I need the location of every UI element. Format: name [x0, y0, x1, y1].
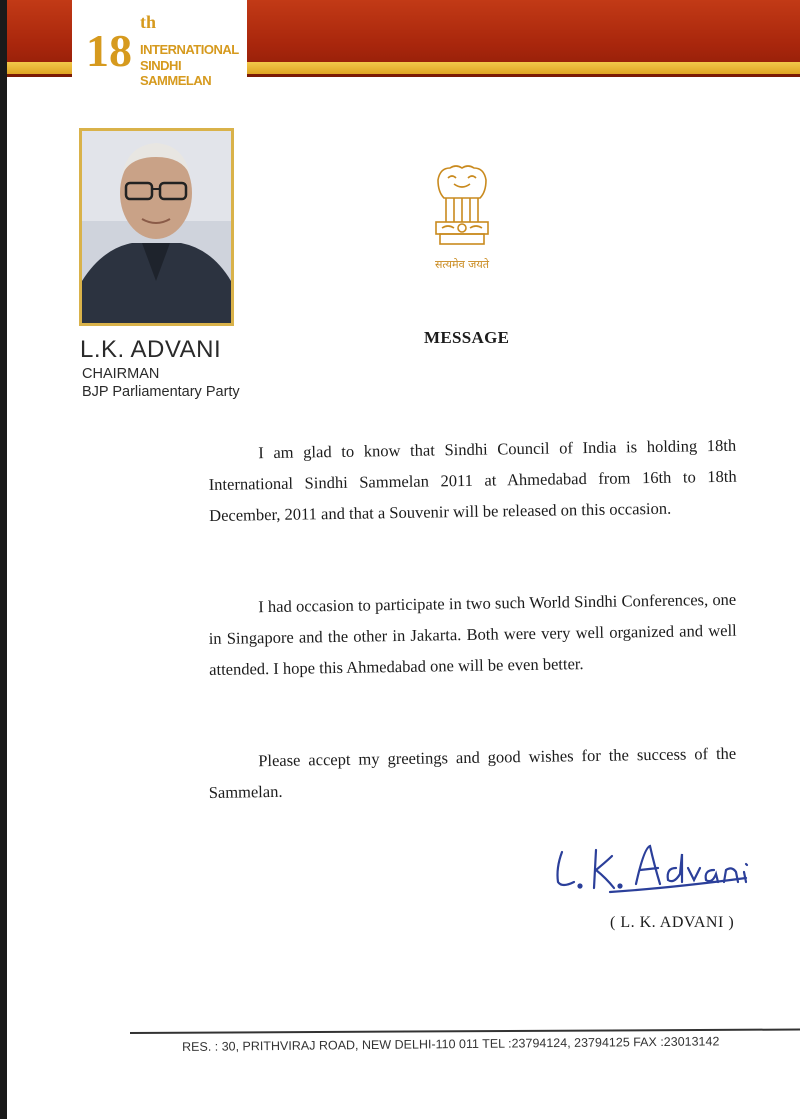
paragraph-3-text: Please accept my greetings and good wishes for the success of the Sammelan. — [208, 743, 737, 802]
logo-line-2: SINDHI SAMMELAN — [140, 58, 212, 88]
logo-suffix: th — [140, 12, 157, 32]
portrait-photo — [79, 128, 234, 326]
message-paragraph-1 — [208, 430, 737, 531]
profile-name: L.K. ADVANI — [80, 336, 222, 363]
message-paragraph-2 — [208, 584, 737, 685]
signatory-name: ( L. K. ADVANI ) — [610, 914, 735, 931]
footer-address: RES. : 30, PRITHVIRAJ ROAD, NEW DELHI-110 011 TEL :23794124, 23794125 FAX :23013142 — [182, 1034, 720, 1054]
footer-divider — [130, 1028, 800, 1034]
paragraph-1-text: I am glad to know that Sindhi Council of India is holding 18th International Sindhi Sammelan 2011 at Ahmedabad from 16th to 18th December, 2011 and that a Souvenir will be released on this occasion. — [208, 435, 737, 525]
page-spine — [0, 0, 7, 1119]
signature-icon — [550, 838, 760, 898]
message-paragraph-3 — [208, 738, 737, 808]
handwritten-signature — [550, 838, 760, 898]
logo-number: 18 — [86, 25, 132, 76]
portrait-illustration — [82, 131, 231, 323]
message-heading: MESSAGE — [424, 328, 510, 347]
logo-line-1: INTERNATIONAL — [140, 42, 239, 57]
profile-role: CHAIRMAN — [82, 366, 160, 382]
national-emblem — [424, 160, 500, 280]
profile-organization: BJP Parliamentary Party — [82, 384, 240, 400]
emblem-motto: सत्यमेव जयते — [434, 258, 490, 271]
sammelan-logo — [72, 0, 247, 88]
paragraph-2-text: I had occasion to participate in two such World Sindhi Conferences, one in Singapore and the other in Jakarta. Both were very well organized and well attended. I hope this Ahmedabad one will be even better. — [208, 589, 737, 679]
lion-capital-icon — [424, 160, 500, 280]
